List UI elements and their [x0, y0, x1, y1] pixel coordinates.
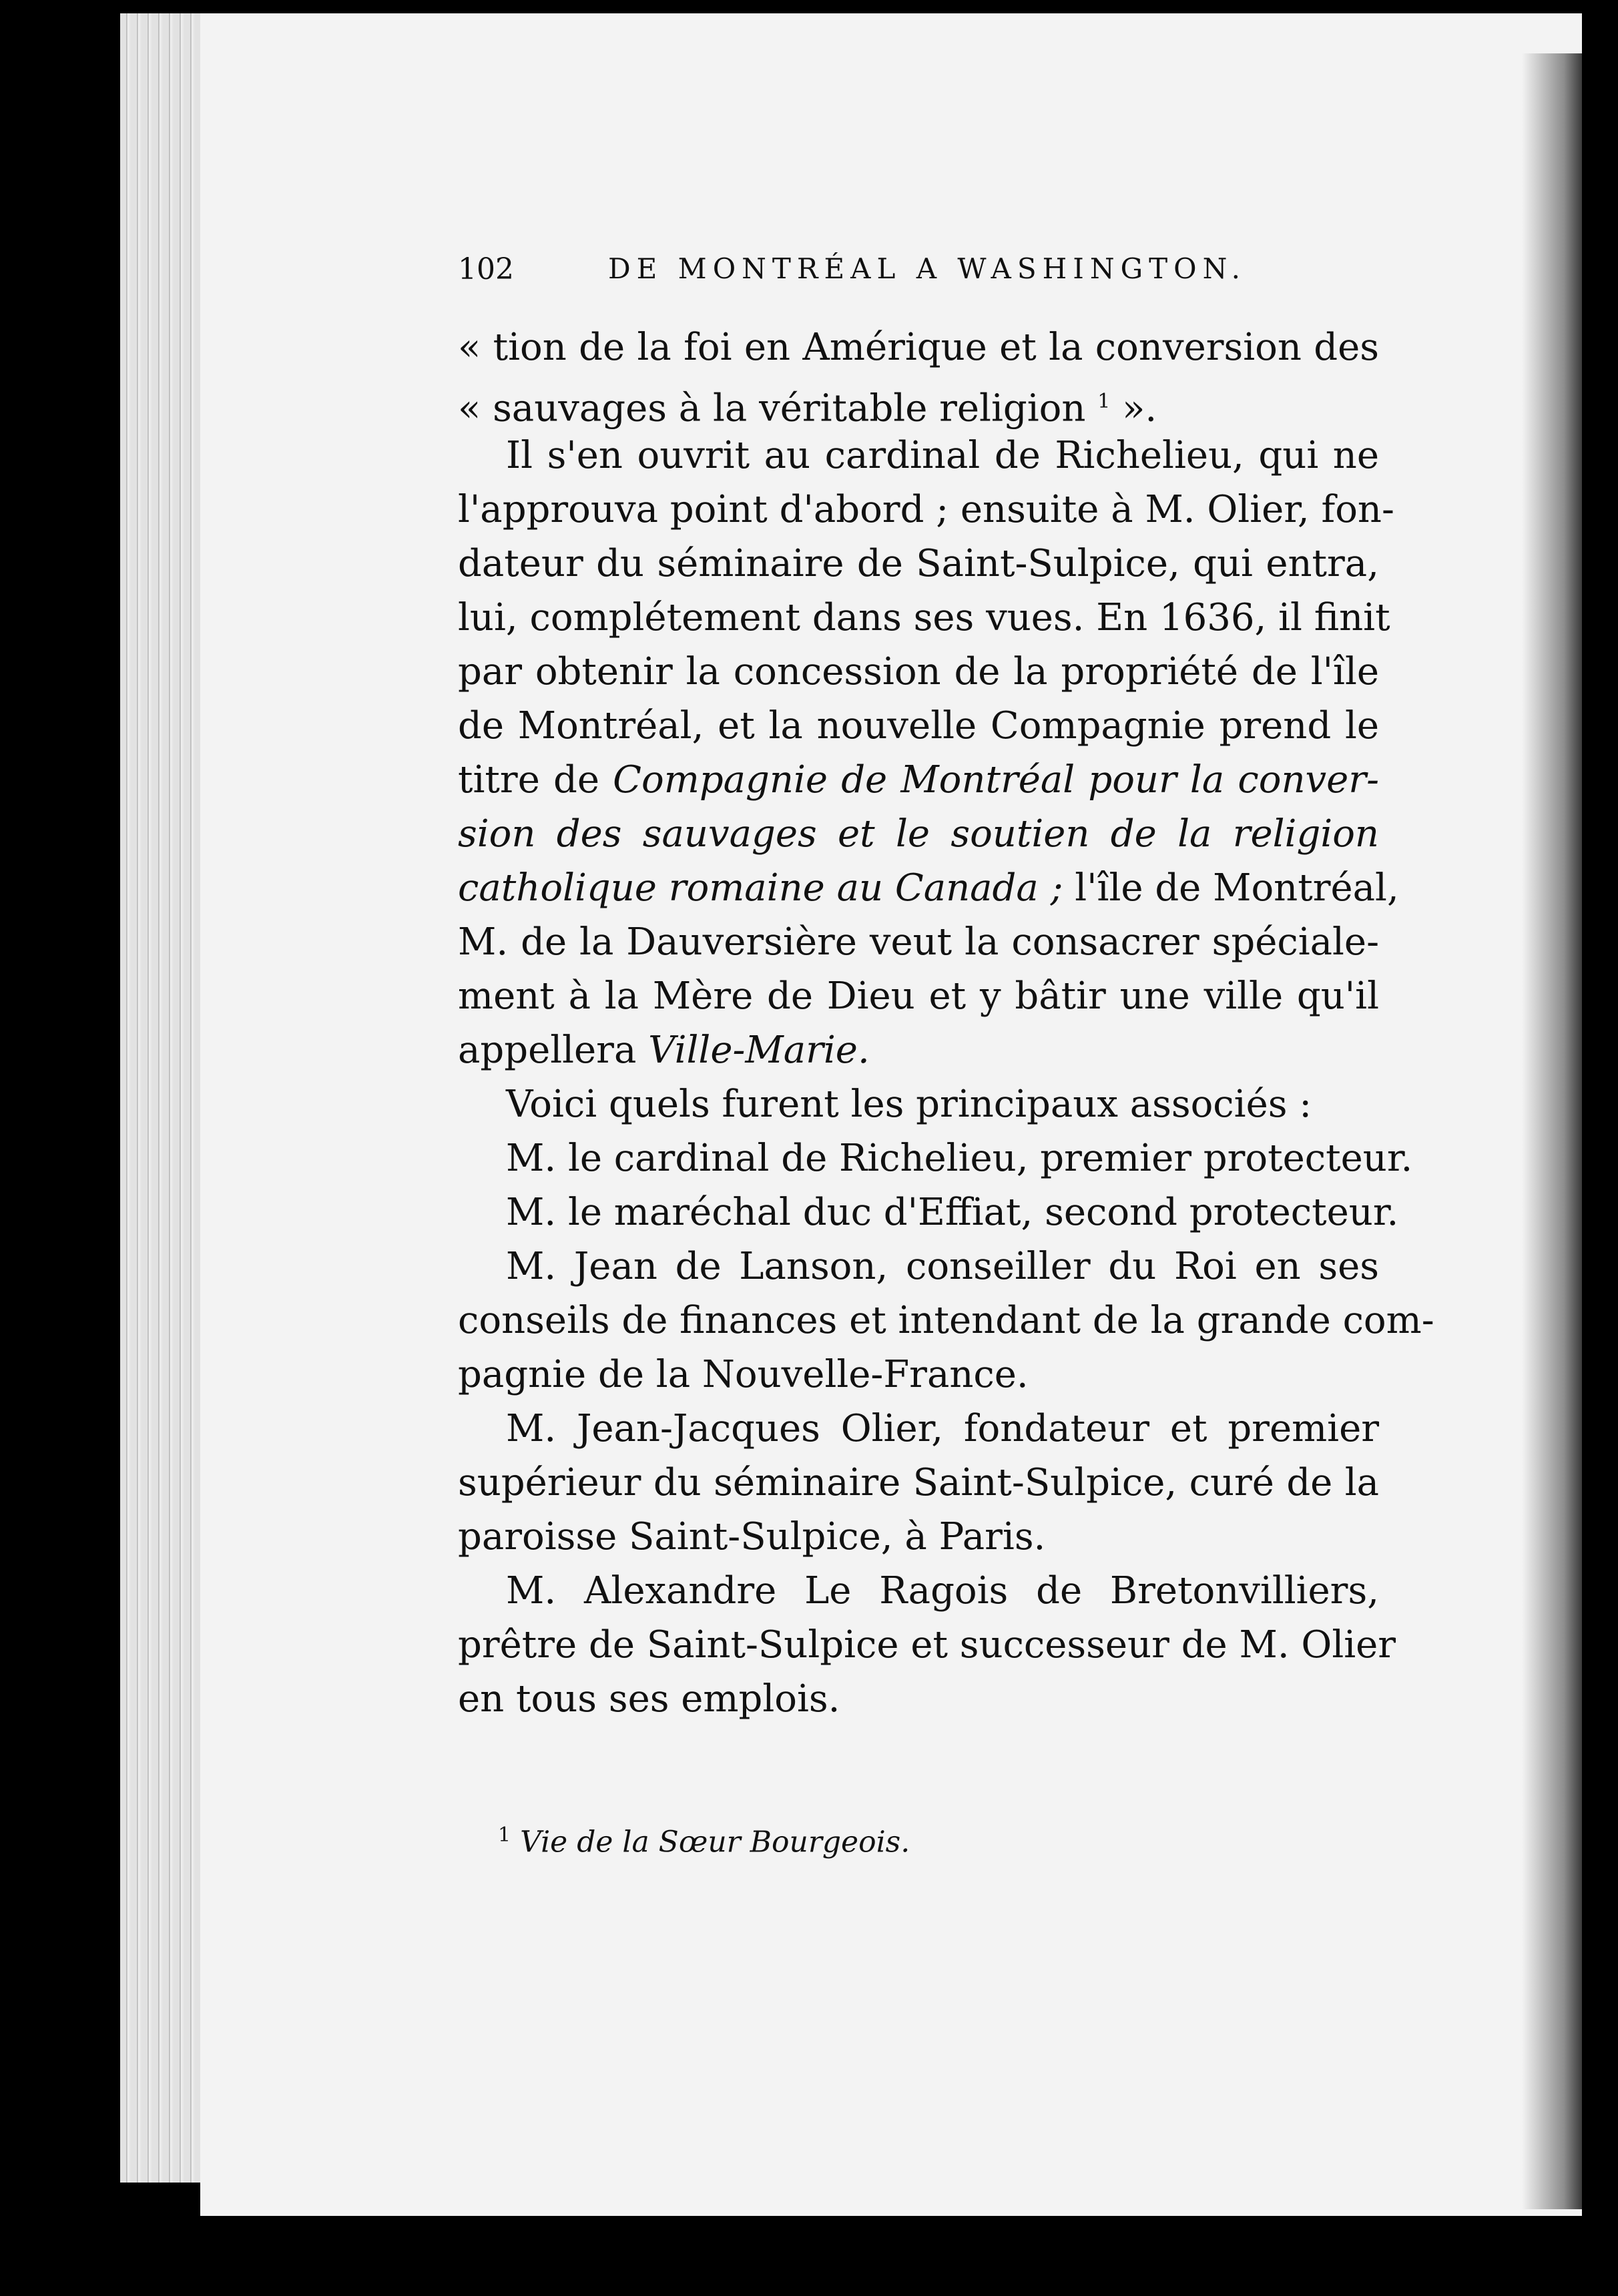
text-line-2	[458, 374, 1379, 431]
associate-effiat: M. le maréchal duc d'Effiat, second protecteur.	[506, 1191, 1399, 1234]
text-line-14-start: appellera	[458, 1029, 649, 1072]
footnote-reference: 1	[1097, 390, 1111, 413]
footnote	[498, 1823, 910, 1859]
text-line-8: de Montréal, et la nouvelle Compagnie prend le	[458, 704, 1379, 748]
text-line-11	[458, 861, 1399, 915]
associate-bretonvilliers-2: prêtre de Saint-Sulpice et successeur de M. Olier	[458, 1623, 1396, 1667]
text-line-15: Voici quels furent les principaux associés :	[506, 1083, 1312, 1126]
associate-lanson-2: conseils de finances et intendant de la grande com-	[458, 1299, 1434, 1342]
text-line-5: dateur du séminaire de Saint-Sulpice, qui entra,	[458, 542, 1379, 585]
footnote-marker: 1	[498, 1823, 511, 1847]
text-line-6: lui, complétement dans ses vues. En 1636, il finit	[458, 596, 1390, 639]
text-line-13: ment à la Mère de Dieu et y bâtir une ville qu'il	[458, 974, 1379, 1018]
text-line-7: par obtenir la concession de la propriété de l'île	[458, 650, 1379, 693]
associate-bretonvilliers-3: en tous ses emplois.	[458, 1677, 840, 1721]
associate-lanson-1: M. Jean de Lanson, conseiller du Roi en ses	[506, 1245, 1379, 1288]
text-line-2-text: « sauvages à la véritable religion	[458, 386, 1098, 431]
associate-olier-3: paroisse Saint-Sulpice, à Paris.	[458, 1515, 1046, 1558]
text-line-14	[458, 1023, 1379, 1077]
associate-olier-1: M. Jean-Jacques Olier, fondateur et premier	[506, 1407, 1379, 1450]
text-line-9-start: titre de	[458, 758, 613, 802]
associate-lanson-3: pagnie de la Nouvelle-France.	[458, 1353, 1029, 1396]
text-line-1: « tion de la foi en Amérique et la conversion des	[458, 326, 1379, 369]
body-text	[458, 320, 1434, 1726]
text-line-4: l'approuva point d'abord ; ensuite à M. Olier, fon-	[458, 488, 1394, 531]
page-header	[458, 252, 1379, 299]
associate-bretonvilliers-1: M. Alexandre Le Ragois de Bretonvilliers,	[506, 1569, 1379, 1613]
book-page-edges	[120, 13, 214, 2183]
text-line-3: Il s'en ouvrit au cardinal de Richelieu, qui ne	[506, 434, 1379, 477]
text-line-12: M. de la Dauversière veut la consacrer spéciale-	[458, 920, 1379, 964]
text-line-9	[458, 753, 1379, 807]
page-gutter-shadow	[1522, 53, 1582, 2209]
company-title-italic-1: Compagnie de Montréal pour la conver-	[613, 758, 1379, 802]
company-title-italic-2: sion des sauvages et le soutien de la religion	[458, 812, 1379, 856]
company-title-italic-3: catholique romaine au Canada ;	[458, 866, 1063, 910]
associate-richelieu: M. le cardinal de Richelieu, premier protecteur.	[506, 1137, 1413, 1180]
footnote-text: Vie de la Sœur Bourgeois.	[520, 1825, 910, 1859]
closing-quote: ».	[1110, 386, 1157, 431]
running-title: DE MONTRÉAL A WASHINGTON.	[608, 252, 1246, 285]
text-line-11-end: l'île de Montréal,	[1063, 866, 1399, 910]
page-number: 102	[458, 252, 514, 286]
ville-marie-italic: Ville-Marie.	[648, 1029, 870, 1072]
associate-olier-2: supérieur du séminaire Saint-Sulpice, curé de la	[458, 1461, 1379, 1504]
